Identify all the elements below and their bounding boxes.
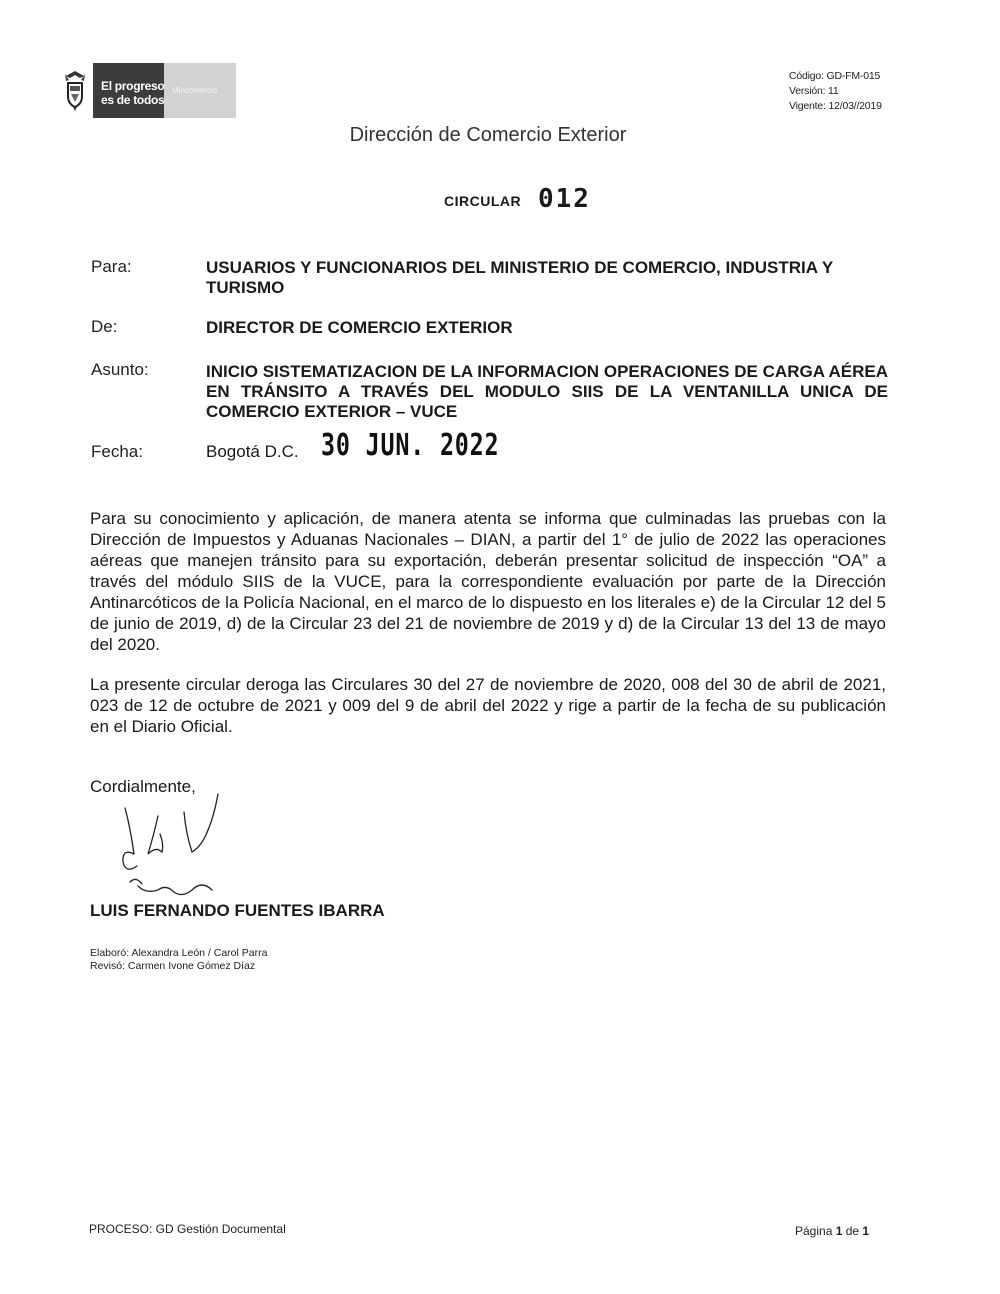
fecha-label: Fecha: xyxy=(91,442,143,461)
circular-number: 012 xyxy=(538,184,591,214)
closing-text: Cordialmente, xyxy=(90,777,196,796)
doc-version: Versión: 11 xyxy=(789,85,839,97)
logo-text-line1: El progreso xyxy=(101,79,165,93)
fecha-city: Bogotá D.C. xyxy=(206,442,299,461)
body-paragraph-1: Para su conocimiento y aplicación, de manera atenta se informa que culminadas las pruebas con la Dirección de Impuestos y Aduanas Nacionales – DIAN, a partir del 1° de julio de 2022 las operaciones aéreas que manejen tránsito para su exportación, deberán presentar solicitud de inspección “OA” a través del módulo SIIS de la VUCE, para la correspondiente evaluación por parte de la Dirección Antinarcóticos de la Policía Nacional, en el marco de lo dispuesto en los literales e) de la Circular 12 del 5 de junio de 2019, d) de la Circular 23 del 21 de noviembre de 2019 y d) de la Circular 13 del 13 de mayo del 2020. xyxy=(90,509,886,654)
page-prefix: Página xyxy=(795,1224,836,1238)
logo-text-line2: es de todos xyxy=(101,93,165,107)
asunto-label: Asunto: xyxy=(91,360,149,379)
de-value: DIRECTOR DE COMERCIO EXTERIOR xyxy=(206,318,513,337)
footer-process: PROCESO: GD Gestión Documental xyxy=(89,1222,286,1236)
para-label: Para: xyxy=(91,257,132,276)
logo-mincomercio: Mincomercio xyxy=(172,86,218,95)
elaboro-text: Elaboró: Alexandra León / Carol Parra xyxy=(90,947,268,959)
handwritten-signature xyxy=(110,786,250,911)
doc-code: Código: GD-FM-015 xyxy=(789,70,881,82)
page-total: 1 xyxy=(862,1224,870,1238)
signer-name: LUIS FERNANDO FUENTES IBARRA xyxy=(90,901,385,920)
body-paragraph-2: La presente circular deroga las Circulares 30 del 27 de noviembre de 2020, 008 del 30 de abril de 2021, 023 de 12 de octubre de 2021 y 009 del 9 de abril del 2022 y rige a partir de la fecha de su publicación en el Diario Oficial. xyxy=(90,675,886,736)
date-stamp: 30 JUN. 2022 xyxy=(321,428,500,463)
page-current: 1 xyxy=(835,1224,843,1238)
page-number xyxy=(795,1224,869,1238)
department-title: Dirección de Comercio Exterior xyxy=(349,124,627,146)
para-value: USUARIOS Y FUNCIONARIOS DEL MINISTERIO DE COMERCIO, INDUSTRIA Y TURISMO xyxy=(206,258,833,297)
reviso-text: Revisó: Carmen Ivone Gómez Díaz xyxy=(90,960,256,972)
doc-vigente: Vigente: 12/03//2019 xyxy=(789,100,882,112)
coat-of-arms-icon xyxy=(63,70,87,112)
de-label: De: xyxy=(91,317,118,336)
page-mid: de xyxy=(842,1224,863,1238)
asunto-value: INICIO SISTEMATIZACION DE LA INFORMACION OPERACIONES DE CARGA AÉREA EN TRÁNSITO A TRAVÉS DEL MODULO SIIS DE LA VENTANILLA UNICA DE COMERCIO EXTERIOR – VUCE xyxy=(206,362,888,421)
circular-label: CIRCULAR xyxy=(444,193,522,209)
